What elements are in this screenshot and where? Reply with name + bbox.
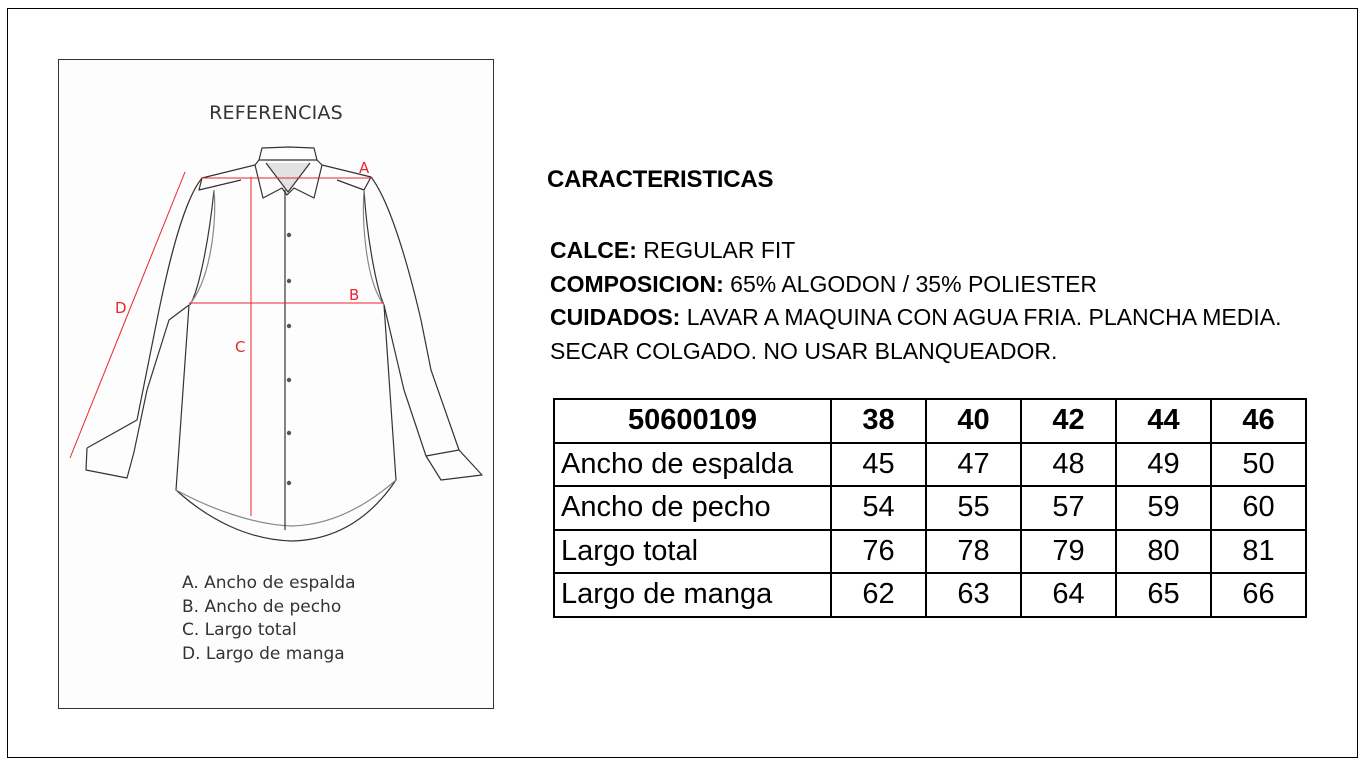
table-cell: 48: [1021, 443, 1116, 487]
table-cell: 55: [926, 486, 1021, 530]
row-label: Largo total: [554, 530, 831, 574]
table-row: [554, 573, 1306, 617]
table-cell: 59: [1116, 486, 1211, 530]
table-header-row: [554, 399, 1306, 443]
marker-b: B: [349, 286, 360, 304]
legend-item-b: B. Ancho de pecho: [182, 596, 342, 617]
size-table: [553, 398, 1307, 618]
marker-c: C: [235, 338, 246, 356]
table-cell: 65: [1116, 573, 1211, 617]
table-cell: 81: [1211, 530, 1306, 574]
table-row: [554, 530, 1306, 574]
row-label: Ancho de pecho: [554, 486, 831, 530]
table-header-size: 46: [1211, 399, 1306, 443]
table-cell: 79: [1021, 530, 1116, 574]
spec-composition-value: 65% ALGODON / 35% POLIESTER: [723, 270, 1098, 297]
spec-care-continued: SECAR COLGADO. NO USAR BLANQUEADOR.: [550, 337, 1058, 364]
spec-care-value: LAVAR A MAQUINA CON AGUA FRIA. PLANCHA MEDIA.: [680, 304, 1282, 330]
table-header-size: 40: [926, 399, 1021, 443]
marker-d: D: [115, 299, 127, 317]
table-cell: 76: [831, 530, 926, 574]
legend-item-a: A. Ancho de espalda: [182, 573, 356, 593]
spec-fit-value: REGULAR FIT: [636, 237, 796, 263]
table-cell: 78: [926, 530, 1021, 574]
table-header-code: 50600109: [554, 399, 831, 443]
table-header-size: 44: [1116, 399, 1211, 443]
table-row: [554, 486, 1306, 530]
table-cell: 54: [831, 486, 926, 530]
characteristics-heading: CARACTERISTICAS: [547, 166, 774, 193]
spec-care-label: CUIDADOS:: [550, 304, 681, 330]
spec-fit: [550, 234, 1282, 268]
table-cell: 57: [1021, 486, 1116, 530]
references-legend: [182, 572, 356, 666]
table-cell: 62: [831, 573, 926, 617]
references-panel: [58, 59, 494, 709]
table-row: [554, 443, 1306, 487]
legend-item-c: C. Largo total: [182, 620, 297, 640]
spec-composition: [550, 268, 1282, 302]
legend-item-d: D. Largo de manga: [182, 643, 345, 664]
table-cell: 60: [1211, 486, 1306, 530]
table-cell: 80: [1116, 530, 1211, 574]
table-header-size: 38: [831, 399, 926, 443]
marker-a: A: [359, 159, 370, 177]
characteristics-specs: [550, 234, 1282, 368]
table-cell: 63: [926, 573, 1021, 617]
spec-composition-label: COMPOSICION:: [550, 270, 724, 297]
table-cell: 64: [1021, 573, 1116, 617]
table-cell: 49: [1116, 443, 1211, 487]
table-cell: 66: [1211, 573, 1306, 617]
spec-care: [550, 301, 1282, 335]
spec-fit-label: CALCE:: [550, 237, 637, 263]
table-cell: 47: [926, 443, 1021, 487]
table-cell: 50: [1211, 443, 1306, 487]
table-cell: 45: [831, 443, 926, 487]
row-label: Ancho de espalda: [554, 443, 831, 487]
row-label: Largo de manga: [554, 573, 831, 617]
references-title: REFERENCIAS: [209, 102, 343, 124]
table-header-size: 42: [1021, 399, 1116, 443]
